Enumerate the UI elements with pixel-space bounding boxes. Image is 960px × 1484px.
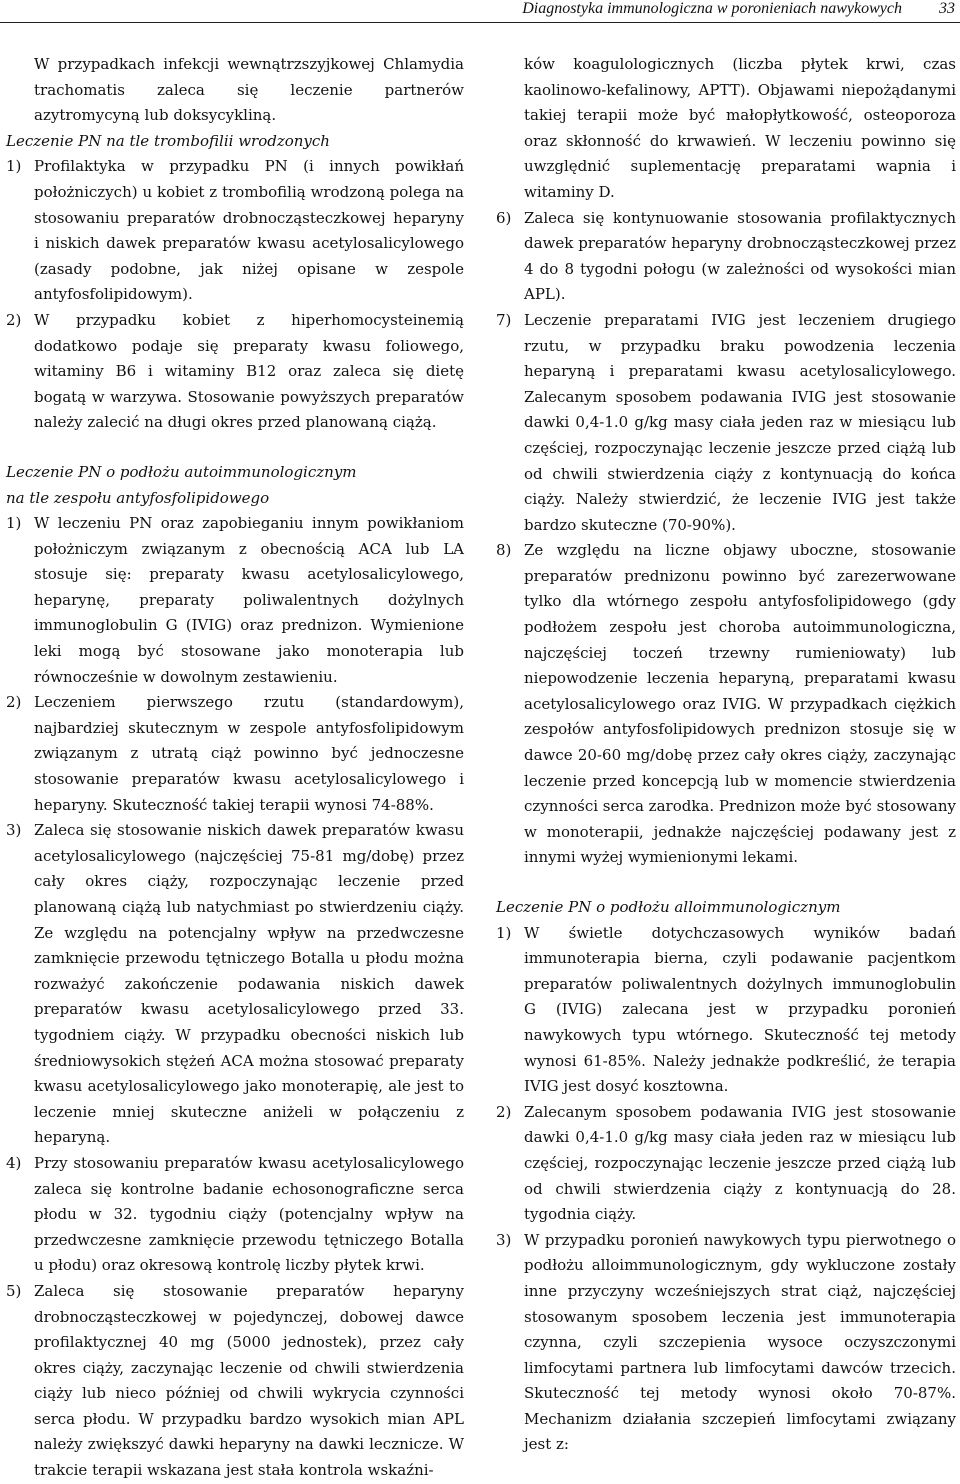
item-number: 3) xyxy=(6,821,22,840)
list-item xyxy=(496,1228,956,1458)
page-number: 33 xyxy=(939,0,955,17)
section-title-alloimmune: Leczenie PN o podłożu alloimmunologicznym xyxy=(496,898,841,916)
item-number: 8) xyxy=(496,541,512,560)
item-number: 1) xyxy=(6,514,22,533)
item-text: Zaleca się stosowanie niskich dawek preparatów kwasu acetylosalicylowego (najczęściej 75-81 mg/dobę) przez cały okres ciąży, rozpoczynając leczenie przed planowaną ciążą lub natychmiast po stwierdzeniu ciąży. Ze względu na potencjalny wpływ na przedwczesne zamknięcie przewodu tętniczego Botalla u płodu można rozważyć zakończenie podawania niskich dawek preparatów kwasu acetylosalicylowego przed 33. tygodniem ciąży. W przypadku obecności niskich lub średniowysokich stężeń ACA można stosować preparaty kwasu acetylosalicylowego jako monoterapię, ale jest to leczenie mniej skuteczne aniżeli w połączeniu z heparyną. xyxy=(34,821,464,1147)
list-item xyxy=(6,511,464,690)
item-number: 5) xyxy=(6,1281,22,1300)
section-spacer xyxy=(496,871,956,895)
item-text: Zaleca się stosowanie preparatów heparyny drobnocząsteczkowej w pojedynczej, dobowej dawce profilaktycznej 40 mg (5000 jednostek), przez cały okres ciąży, zaczynając leczenie od chwili stwierdzenia ciąży lub nieco później od chwili wykrycia czynności serca płodu. W przypadku bardzo wysokich mian APL należy zwiększyć dawki heparyny na dawki lecznicze. W trakcie terapii wskazana jest stała kontrola wskaźni- xyxy=(34,1281,464,1480)
item-number: 6) xyxy=(496,208,512,227)
item-text: Profilaktyka w przypadku PN (i innych powikłań położniczych) u kobiet z trombofilią wrodzoną polega na stosowaniu preparatów drobnocząsteczkowej heparyny i niskich dawek preparatów kwasu acetylosalicylowego (zasady podobne, jak niżej opisane w zespole antyfosfolipidowym). xyxy=(34,157,464,304)
item-text: Przy stosowaniu preparatów kwasu acetylosalicylowego zaleca się kontrolne badanie echosonograficzne serca płodu w 32. tygodniu ciąży (potencjalny wpływ na przedwczesne zamknięcie przewodu tętniczego Botalla u płodu) oraz okresową kontrolę liczby płytek krwi. xyxy=(34,1153,464,1275)
item-number: 2) xyxy=(6,693,22,712)
item-number: 1) xyxy=(6,157,22,176)
list-item xyxy=(6,308,464,436)
item-text: Zaleca się kontynuowanie stosowania profilaktycznych dawek preparatów heparyny drobnocząsteczkowej przez 4 do 8 tygodni połogu (w zależności od wysokości mian APL). xyxy=(524,208,956,304)
item-number: 2) xyxy=(6,310,22,329)
list-item xyxy=(496,921,956,1100)
item-number: 3) xyxy=(496,1230,512,1249)
list-item xyxy=(496,206,956,308)
item-number: 7) xyxy=(496,310,512,329)
intro-paragraph: W przypadkach infekcji wewnątrzszyjkowej Chlamydia trachomatis zaleca się leczenie partnerów azytromycyną lub doksycykliną. xyxy=(34,55,464,125)
section-spacer xyxy=(6,436,464,460)
section-title-thrombophilia: Leczenie PN na tle trombofilii wrodzonych xyxy=(6,131,330,150)
right-column xyxy=(496,52,956,1458)
item-text: Ze względu na liczne objawy uboczne, stosowanie preparatów prednizonu powinno być zarezerwowane tylko dla wtórnego zespołu antyfosfolipidowego (gdy podłożem zespołu jest choroba autoimmunologiczna, najczęściej toczeń trzewny rumieniowaty) lub niepowodzenie leczenia heparyną, preparatami kwasu acetylosalicylowego oraz IVIG. W przypadkach ciężkich zespołów antyfosfolipidowych prednizon stosuje się w dawce 20-60 mg/dobę przez cały okres ciąży, zaczynając leczenie przed koncepcją lub w momencie stwierdzenia czynności serca zarodka. Prednizon może być stosowany w monoterapii, jednakże najczęściej podawany jest z innymi wyżej wymienionymi lekami. xyxy=(524,541,956,867)
section-title-line: na tle zespołu antyfosfolipidowego xyxy=(6,488,270,507)
section-title-line: Leczenie PN o podłożu autoimmunologicznym xyxy=(6,462,357,481)
item-text: Leczenie preparatami IVIG jest leczeniem drugiego rzutu, w przypadku braku powodzenia leczenia heparyną i preparatami kwasu acetylosalicylowego. Zalecanym sposobem podawania IVIG jest stosowanie dawki 0,4-1.0 g/kg masy ciała jeden raz w miesiącu lub częściej, rozpoczynając leczenie jeszcze przed ciążą lub od chwili stwierdzenia ciąży z kontynuacją do końca ciąży. Należy stwierdzić, że leczenie IVIG jest także bardzo skuteczne (70-90%). xyxy=(524,310,956,534)
item-text: Zalecanym sposobem podawania IVIG jest stosowanie dawki 0,4-1.0 g/kg masy ciała jeden raz w miesiącu lub częściej, rozpoczynając leczenie jeszcze przed ciążą lub od chwili stwierdzenia ciąży z kontynuacją do 28. tygodnia ciąży. xyxy=(524,1102,956,1224)
left-column xyxy=(6,52,464,1484)
list-item xyxy=(6,690,464,818)
list-item xyxy=(496,308,956,538)
item-text: W przypadku poronień nawykowych typu pierwotnego o podłożu alloimmunologicznym, gdy wykluczone zostały inne przyczyny wcześniejszych strat ciąż, najczęściej stosowanym sposobem leczenia jest immunoterapia czynna, czyli szczepienia wysoce oczyszczonymi limfocytami partnera lub limfocytami dawców trzecich. Skuteczność tej metody wynosi około 70-87%. Mechanizm działania szczepień limfocytami związany jest z: xyxy=(524,1230,956,1454)
list-item xyxy=(6,1151,464,1279)
continuation-paragraph: ków koagulologicznych (liczba płytek krwi, czas kaolinowo-kefalinowy, APTT). Objawami niepożądanymi takiej terapii może być małopłytkowość, osteoporoza oraz skłonność do krwawień. W leczeniu powinno się uwzględnić suplementację preparatami wapnia i witaminy D. xyxy=(524,55,956,201)
list-item xyxy=(496,1100,956,1228)
list-item xyxy=(6,1279,464,1484)
item-text: Leczeniem pierwszego rzutu (standardowym), najbardziej skutecznym w zespole antyfosfolipidowym związanym z utratą ciąż powinno być jednoczesne stosowanie preparatów kwasu acetylosalicylowego i heparyny. Skuteczność takiej terapii wynosi 74-88%. xyxy=(34,693,464,814)
item-number: 2) xyxy=(496,1102,512,1121)
item-number: 1) xyxy=(496,923,512,942)
running-title: Diagnostyka immunologiczna w poronieniach nawykowych xyxy=(522,0,902,17)
list-item xyxy=(6,154,464,308)
list-item xyxy=(6,818,464,1151)
page-header xyxy=(0,0,960,23)
item-text: W przypadku kobiet z hiperhomocysteinemią dodatkowo podaje się preparaty kwasu foliowego, witaminy B6 i witaminy B12 oraz zaleca się dietę bogatą w warzywa. Stosowanie powyższych preparatów należy zalecić na długi okres przed planowaną ciążą. xyxy=(34,310,464,432)
list-item xyxy=(496,538,956,871)
section-title-autoimmune xyxy=(6,460,464,511)
item-text: W świetle dotychczasowych wyników badań immunoterapia bierna, czyli podawanie pacjentkom preparatów poliwalentnych dożylnych immunoglobulin G (IVIG) zalecana jest w przypadku poronień nawykowych typu wtórnego. Skuteczność tej metody wynosi 61-85%. Należy jednakże podkreślić, że terapia IVIG jest dosyć kosztowna. xyxy=(524,923,956,1096)
item-number: 4) xyxy=(6,1153,22,1172)
item-text: W leczeniu PN oraz zapobieganiu innym powikłaniom położniczym związanym z obecnością ACA lub LA stosuje się: preparaty kwasu acetylosalicylowego, heparynę, preparaty poliwalentnych dożylnych immunoglobulin G (IVIG) oraz prednizon. Wymienione leki mogą być stosowane jako monoterapia lub równocześnie w dowolnym zestawieniu. xyxy=(34,514,464,686)
